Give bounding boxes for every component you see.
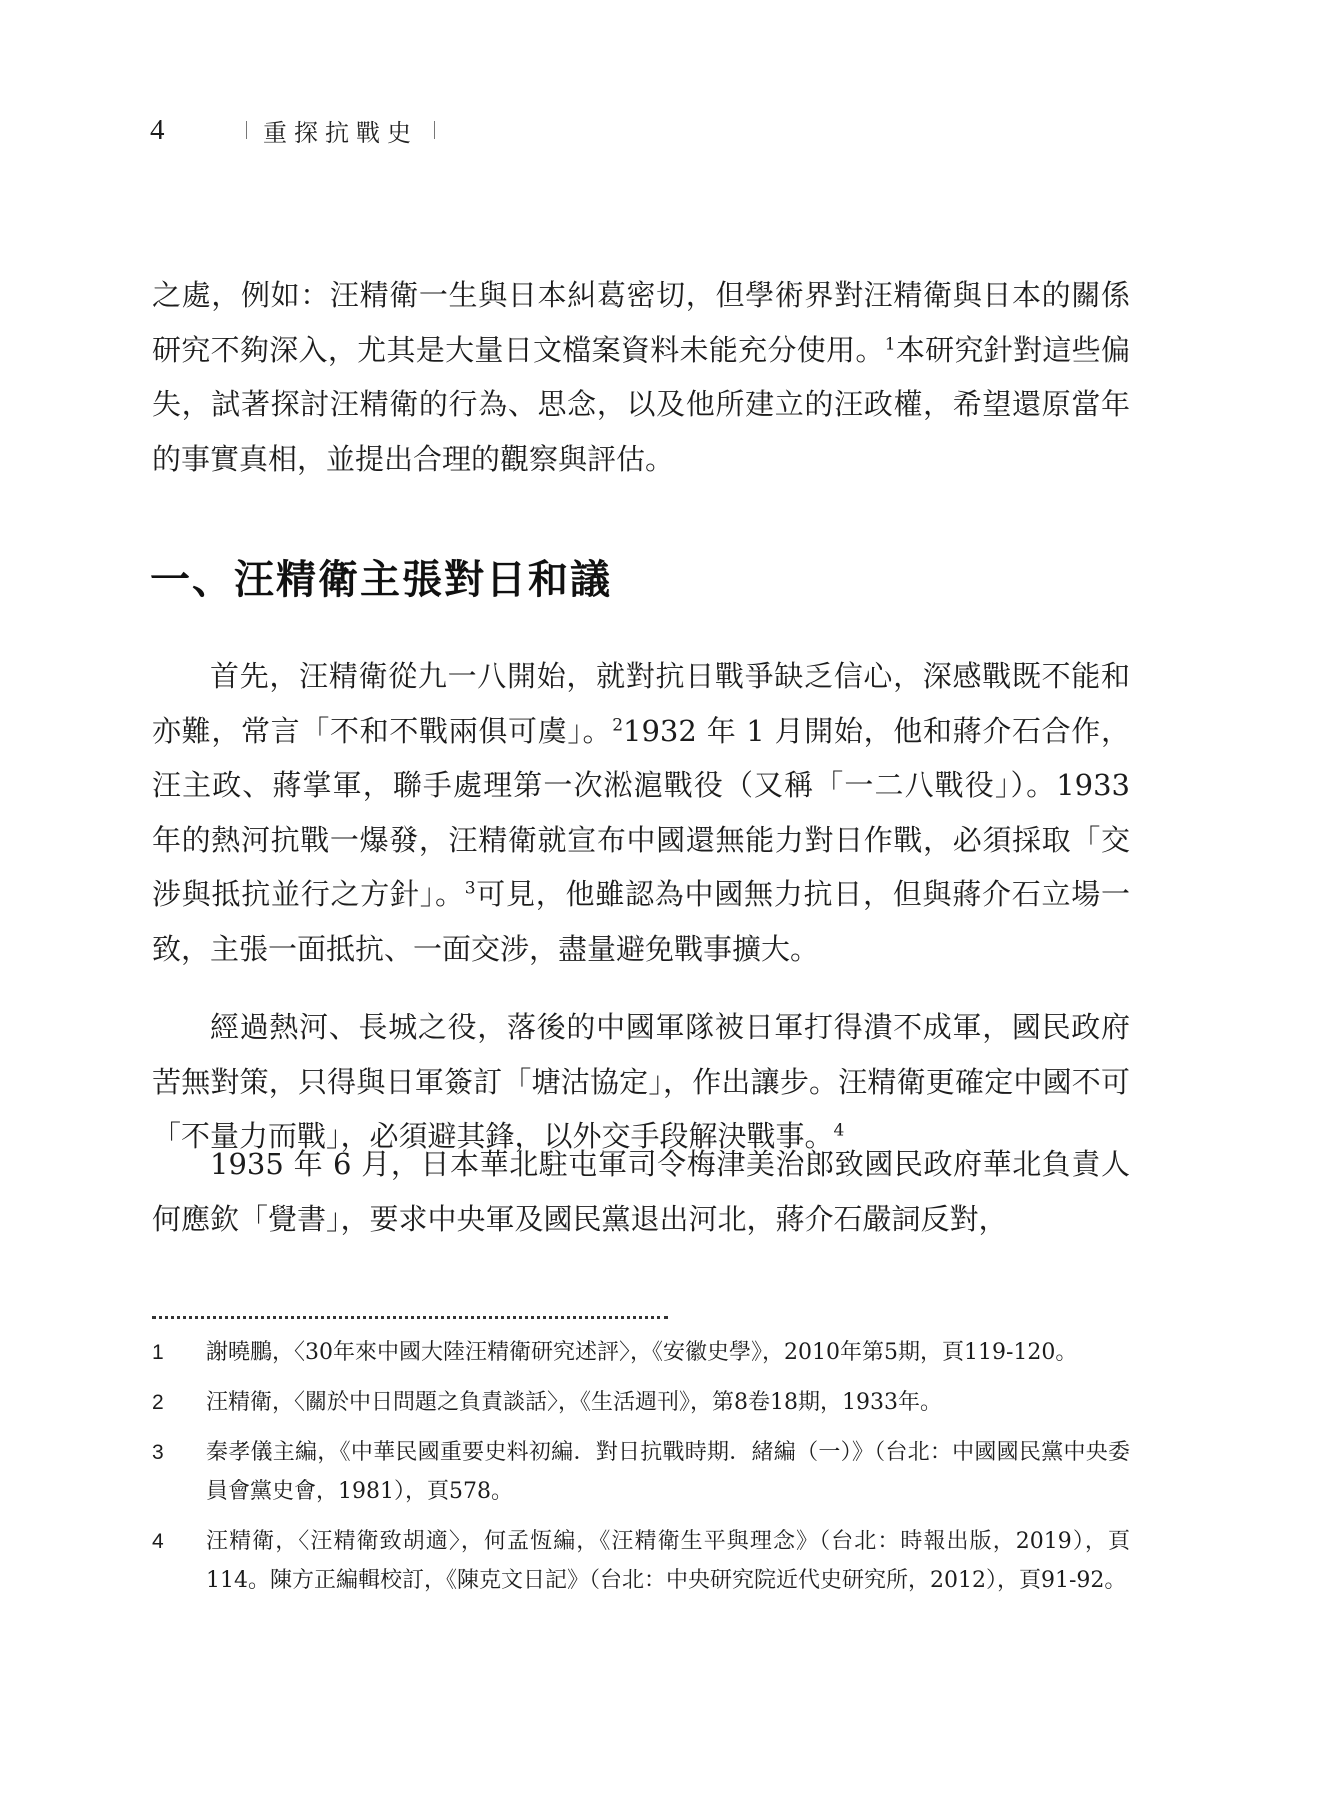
footnote-text: 秦孝儀主編，《中華民國重要史料初編．對日抗戰時期．緒編（一）》（台北：中國國民黨中央委員會黨史會，1981），頁578。	[206, 1440, 1130, 1504]
intro-paragraph	[152, 268, 1130, 486]
footnote-number: 2	[152, 1391, 164, 1414]
section-heading: 一、汪精衛主張對日和議	[150, 557, 612, 603]
footnote-separator	[152, 1316, 668, 1319]
paragraph-3-text-a: 1935 年 6 月，日本華北駐屯軍司令梅津美治郎致國民政府華北負責人何應欽「覺書」，要求中央軍及國民黨退出河北，蔣介石嚴詞反對，	[152, 1147, 1130, 1236]
footnote-item	[152, 1383, 1130, 1422]
footnote-number: 3	[152, 1441, 164, 1464]
footnote-text: 汪精衛，〈關於中日問題之負責談話〉，《生活週刊》，第8卷18期，1933年。	[206, 1390, 942, 1415]
intro-text-b: 本研究針對這些偏失，試著探討汪精衛的行為、思念，以及他所建立的汪政權，希望還原當年的事實真相，並提出合理的觀察與評估。	[152, 332, 1130, 476]
paragraph-1-text-a: 首先，汪精衛從九一八開始，就對抗日戰爭缺乏信心，深感戰既不能和亦難，常言「不和不戰兩俱可虞」。	[152, 659, 1130, 748]
footnote-item	[152, 1522, 1130, 1600]
header-divider-left	[246, 121, 247, 139]
paragraph-1	[152, 649, 1130, 976]
footnote-item	[152, 1333, 1130, 1372]
footnote-text: 汪精衛，〈汪精衛致胡適〉，何孟恆編，《汪精衛生平與理念》（台北：時報出版，2019），頁114。陳方正編輯校訂，《陳克文日記》（台北：中央研究院近代史研究所，2012），頁91-92。	[206, 1529, 1130, 1593]
running-header	[150, 108, 451, 152]
footnote-ref-3[interactable]: 3	[464, 878, 476, 899]
paragraph-1-text-b: 1932 年 1 月開始，他和蔣介石合作，汪主政、蔣掌軍，聯手處理第一次淞滬戰役（又稱「一二八戰役」）。1933 年的熱河抗戰一爆發，汪精衛就宣布中國還無能力對日作戰，必須採取「交涉與抵抗並行之方針」。	[152, 713, 1130, 911]
paragraph-2-text-a: 經過熱河、長城之役，落後的中國軍隊被日軍打得潰不成軍，國民政府苦無對策，只得與日軍簽訂「塘沽協定」，作出讓步。汪精衛更確定中國不可「不量力而戰」，必須避其鋒，以外交手段解決戰事。	[152, 1010, 1130, 1153]
paragraph-3	[152, 1137, 1130, 1246]
page-number: 4	[150, 113, 165, 146]
header-divider-right	[434, 121, 435, 139]
paragraph-1-text-c: 可見，他雖認為中國無力抗日，但與蔣介石立場一致，主張一面抵抗、一面交涉，盡量避免戰事擴大。	[152, 877, 1130, 966]
footnote-ref-4[interactable]: 4	[833, 1120, 845, 1141]
footnote-item	[152, 1433, 1130, 1511]
footnote-ref-1[interactable]: 1	[884, 333, 896, 354]
footnotes-section	[152, 1333, 1130, 1611]
footnote-text: 謝曉鵬，〈30年來中國大陸汪精衛研究述評〉，《安徽史學》，2010年第5期，頁119-120。	[206, 1340, 1078, 1365]
footnote-ref-2[interactable]: 2	[612, 714, 624, 735]
running-title: 重探抗戰史	[263, 118, 418, 147]
footnote-number: 4	[152, 1530, 164, 1553]
footnote-number: 1	[152, 1341, 164, 1364]
intro-text-a: 之處，例如：汪精衛一生與日本糾葛密切，但學術界對汪精衛與日本的關係研究不夠深入，尤其是大量日文檔案資料未能充分使用。	[152, 278, 1130, 367]
